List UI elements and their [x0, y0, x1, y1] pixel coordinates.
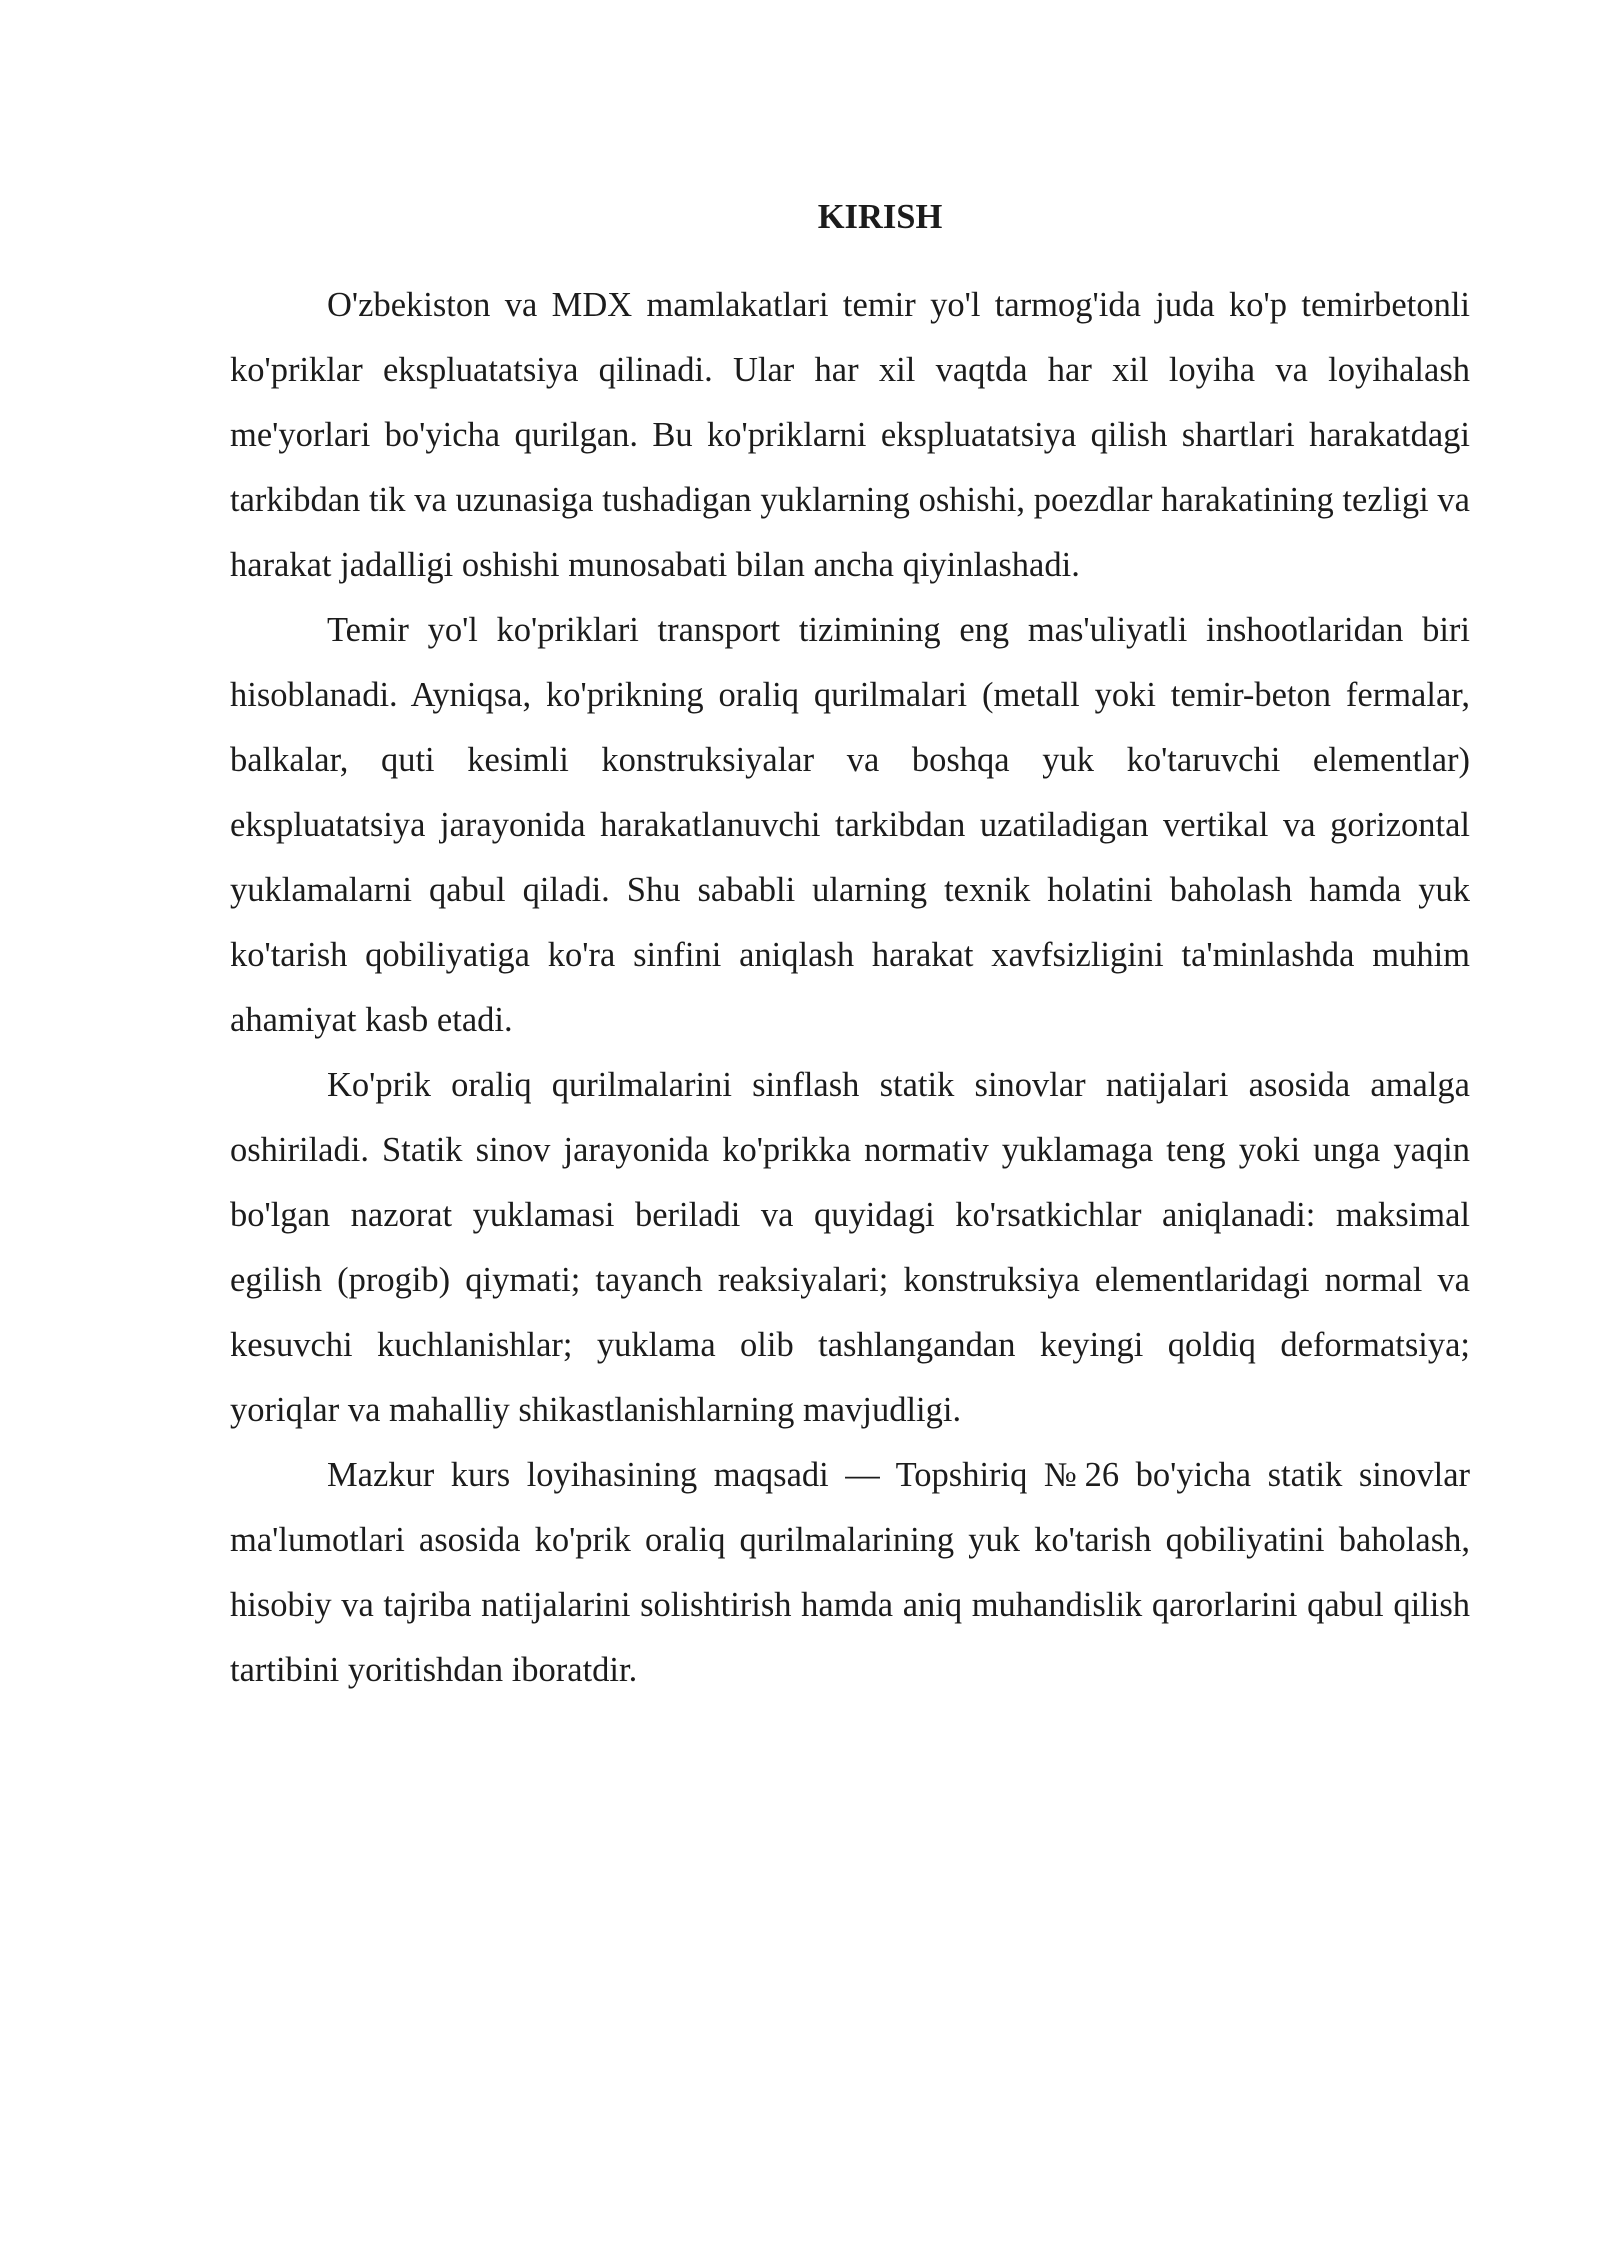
paragraph-4: Mazkur kurs loyihasining maqsadi — Topshiriq №26 bo'yicha statik sinovlar ma'lumotlari asosida ko'prik oraliq qurilmalarining yuk ko'tarish qobiliyatini baholash, hisobiy va tajriba natijalarini solishtirish hamda aniq muhandislik qarorlarini qabul qilish tartibini yoritishdan iboratdir.: [230, 1456, 1470, 1689]
document-body: [230, 185, 1470, 1703]
paragraph-2: Temir yo'l ko'priklari transport tizimining eng mas'uliyatli inshootlaridan biri hisoblanadi. Ayniqsa, ko'prikning oraliq qurilmalari (metall yoki temir-beton fermalar, balkalar, quti kesimli konstruksiyalar va boshqa yuk ko'taruvchi elementlar) ekspluatatsiya jarayonida harakatlanuvchi tarkibdan uzatiladigan vertikal va gorizontal yuklamalarni qabul qiladi. Shu sababli ularning texnik holatini baholash hamda yuk ko'tarish qobiliyatiga ko'ra sinfini aniqlash harakat xavfsizligini ta'minlashda muhim ahamiyat kasb etadi.: [230, 611, 1470, 1039]
paragraph-1: O'zbekiston va MDX mamlakatlari temir yo'l tarmog'ida juda ko'p temirbetonli ko'priklar ekspluatatsiya qilinadi. Ular har xil vaqtda har xil loyiha va loyihalash me'yorlari bo'yicha qurilgan. Bu ko'priklarni ekspluatatsiya qilish shartlari harakatdagi tarkibdan tik va uzunasiga tushadigan yuklarning oshishi, poezdlar harakatining tezligi va harakat jadalligi oshishi munosabati bilan ancha qiyinlashadi.: [230, 286, 1470, 584]
page-title: KIRISH: [817, 198, 943, 236]
paragraph-3: Ko'prik oraliq qurilmalarini sinflash statik sinovlar natijalari asosida amalga oshiriladi. Statik sinov jarayonida ko'prikka normativ yuklamaga teng yoki unga yaqin bo'lgan nazorat yuklamasi beriladi va quyidagi ko'rsatkichlar aniqlanadi: maksimal egilish (progib) qiymati; tayanch reaksiyalari; konstruksiya elementlaridagi normal va kesuvchi kuchlanishlar; yuklama olib tashlangandan keyingi qoldiq deformatsiya; yoriqlar va mahalliy shikastlanishlarning mavjudligi.: [230, 1066, 1470, 1429]
